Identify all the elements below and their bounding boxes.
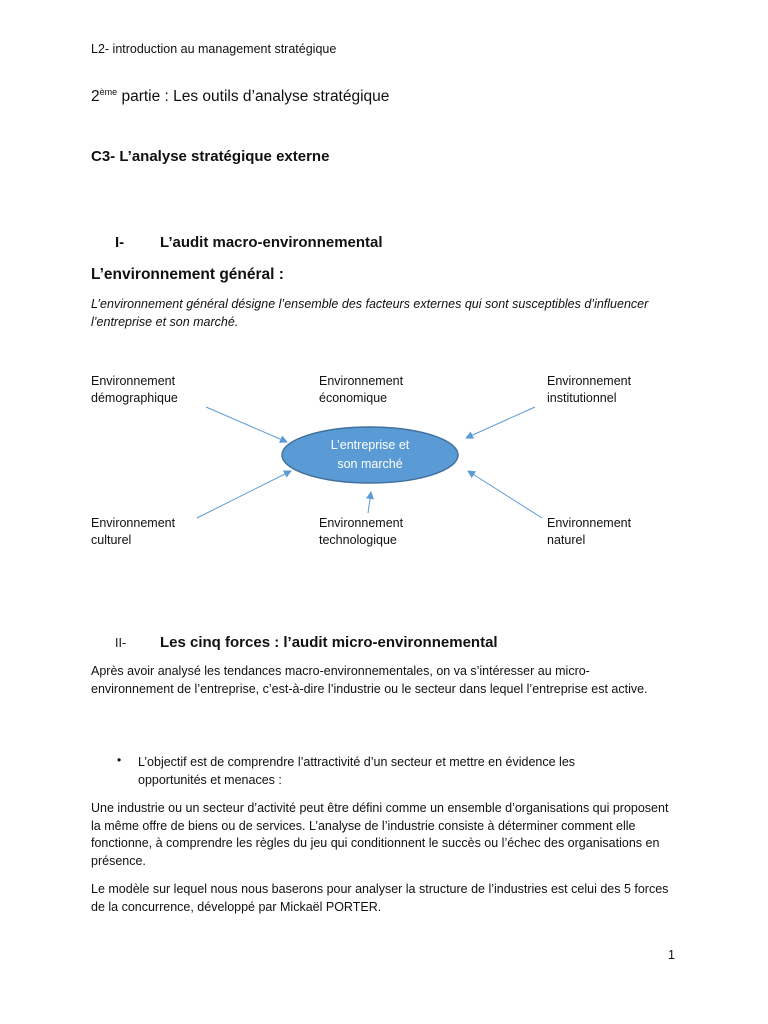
label-line: culturel: [91, 532, 132, 547]
arrow-technologique: [368, 492, 371, 513]
bullet-text: L’objectif est de comprendre l’attractivité d’un secteur et mettre en évidence les opportunités et menaces :: [138, 755, 576, 787]
label-env-technologique: [319, 515, 403, 548]
part-title-text: partie : Les outils d’analyse stratégique: [117, 88, 390, 105]
label-env-culturel: [91, 515, 175, 548]
page-number: 1: [668, 948, 675, 962]
label-line: Environnement: [91, 374, 176, 388]
label-line: naturel: [547, 532, 586, 547]
arrow-naturel: [468, 471, 542, 518]
arrow-institutionnel: [466, 407, 535, 438]
industry-paragraph: Une industrie ou un secteur d’activité peut être défini comme un ensemble d’organisations qui proposent la même offre de biens ou de services. L’analyse de l’industrie consiste à déterminer comment elle fonctionne, à comprendre les règles du jeu qui conditionnent le succès ou l’échec des organisations en présence.: [91, 801, 669, 868]
label-line: institutionnel: [547, 390, 617, 405]
intro-paragraph: Après avoir analysé les tendances macro-environnementales, on va s’intéresser au micro-environnement de l’entreprise, c’est-à-dire l’industrie ou le secteur dans lequel l’entreprise est active.: [91, 664, 648, 696]
chapter-title: C3- L’analyse stratégique externe: [91, 148, 330, 165]
arrow-demographique: [206, 407, 287, 442]
label-line: Environnement: [319, 374, 404, 388]
label-line: démographique: [91, 390, 178, 405]
subheading-environnement-general: L’environnement général :: [91, 266, 284, 283]
section-2-title: Les cinq forces : l’audit micro-environnemental: [160, 634, 498, 651]
label-line: économique: [319, 390, 388, 405]
label-env-naturel: [547, 515, 631, 548]
bullet-icon: •: [117, 753, 122, 767]
label-env-demographique: [91, 373, 178, 406]
label-line: technologique: [319, 532, 397, 547]
label-line: Environnement: [319, 516, 404, 530]
section-1-number: I-: [115, 234, 125, 251]
center-ellipse: [282, 427, 458, 483]
label-env-economique: [319, 373, 403, 406]
label-line: Environnement: [547, 374, 632, 388]
course-header: L2- introduction au management stratégique: [91, 42, 337, 56]
definition-text: L’environnement général désigne l’ensemble des facteurs externes qui sont susceptibles d’influencer l’entreprise et son marché.: [91, 297, 649, 329]
section-1-title: L’audit macro-environnemental: [160, 234, 383, 251]
part-superscript: ème: [99, 87, 118, 97]
center-text-line2: son marché: [337, 457, 403, 471]
arrow-culturel: [197, 471, 291, 518]
label-line: Environnement: [91, 516, 176, 530]
section-2-number: II-: [115, 636, 127, 650]
porter-paragraph: Le modèle sur lequel nous nous baserons pour analyser la structure de l’industries est celui des 5 forces de la concurrence, développé par Mickaël PORTER.: [91, 882, 669, 914]
label-env-institutionnel: [547, 373, 631, 406]
label-line: Environnement: [547, 516, 632, 530]
center-text-line1: L’entreprise et: [330, 438, 410, 452]
part-number: 2: [91, 88, 100, 105]
